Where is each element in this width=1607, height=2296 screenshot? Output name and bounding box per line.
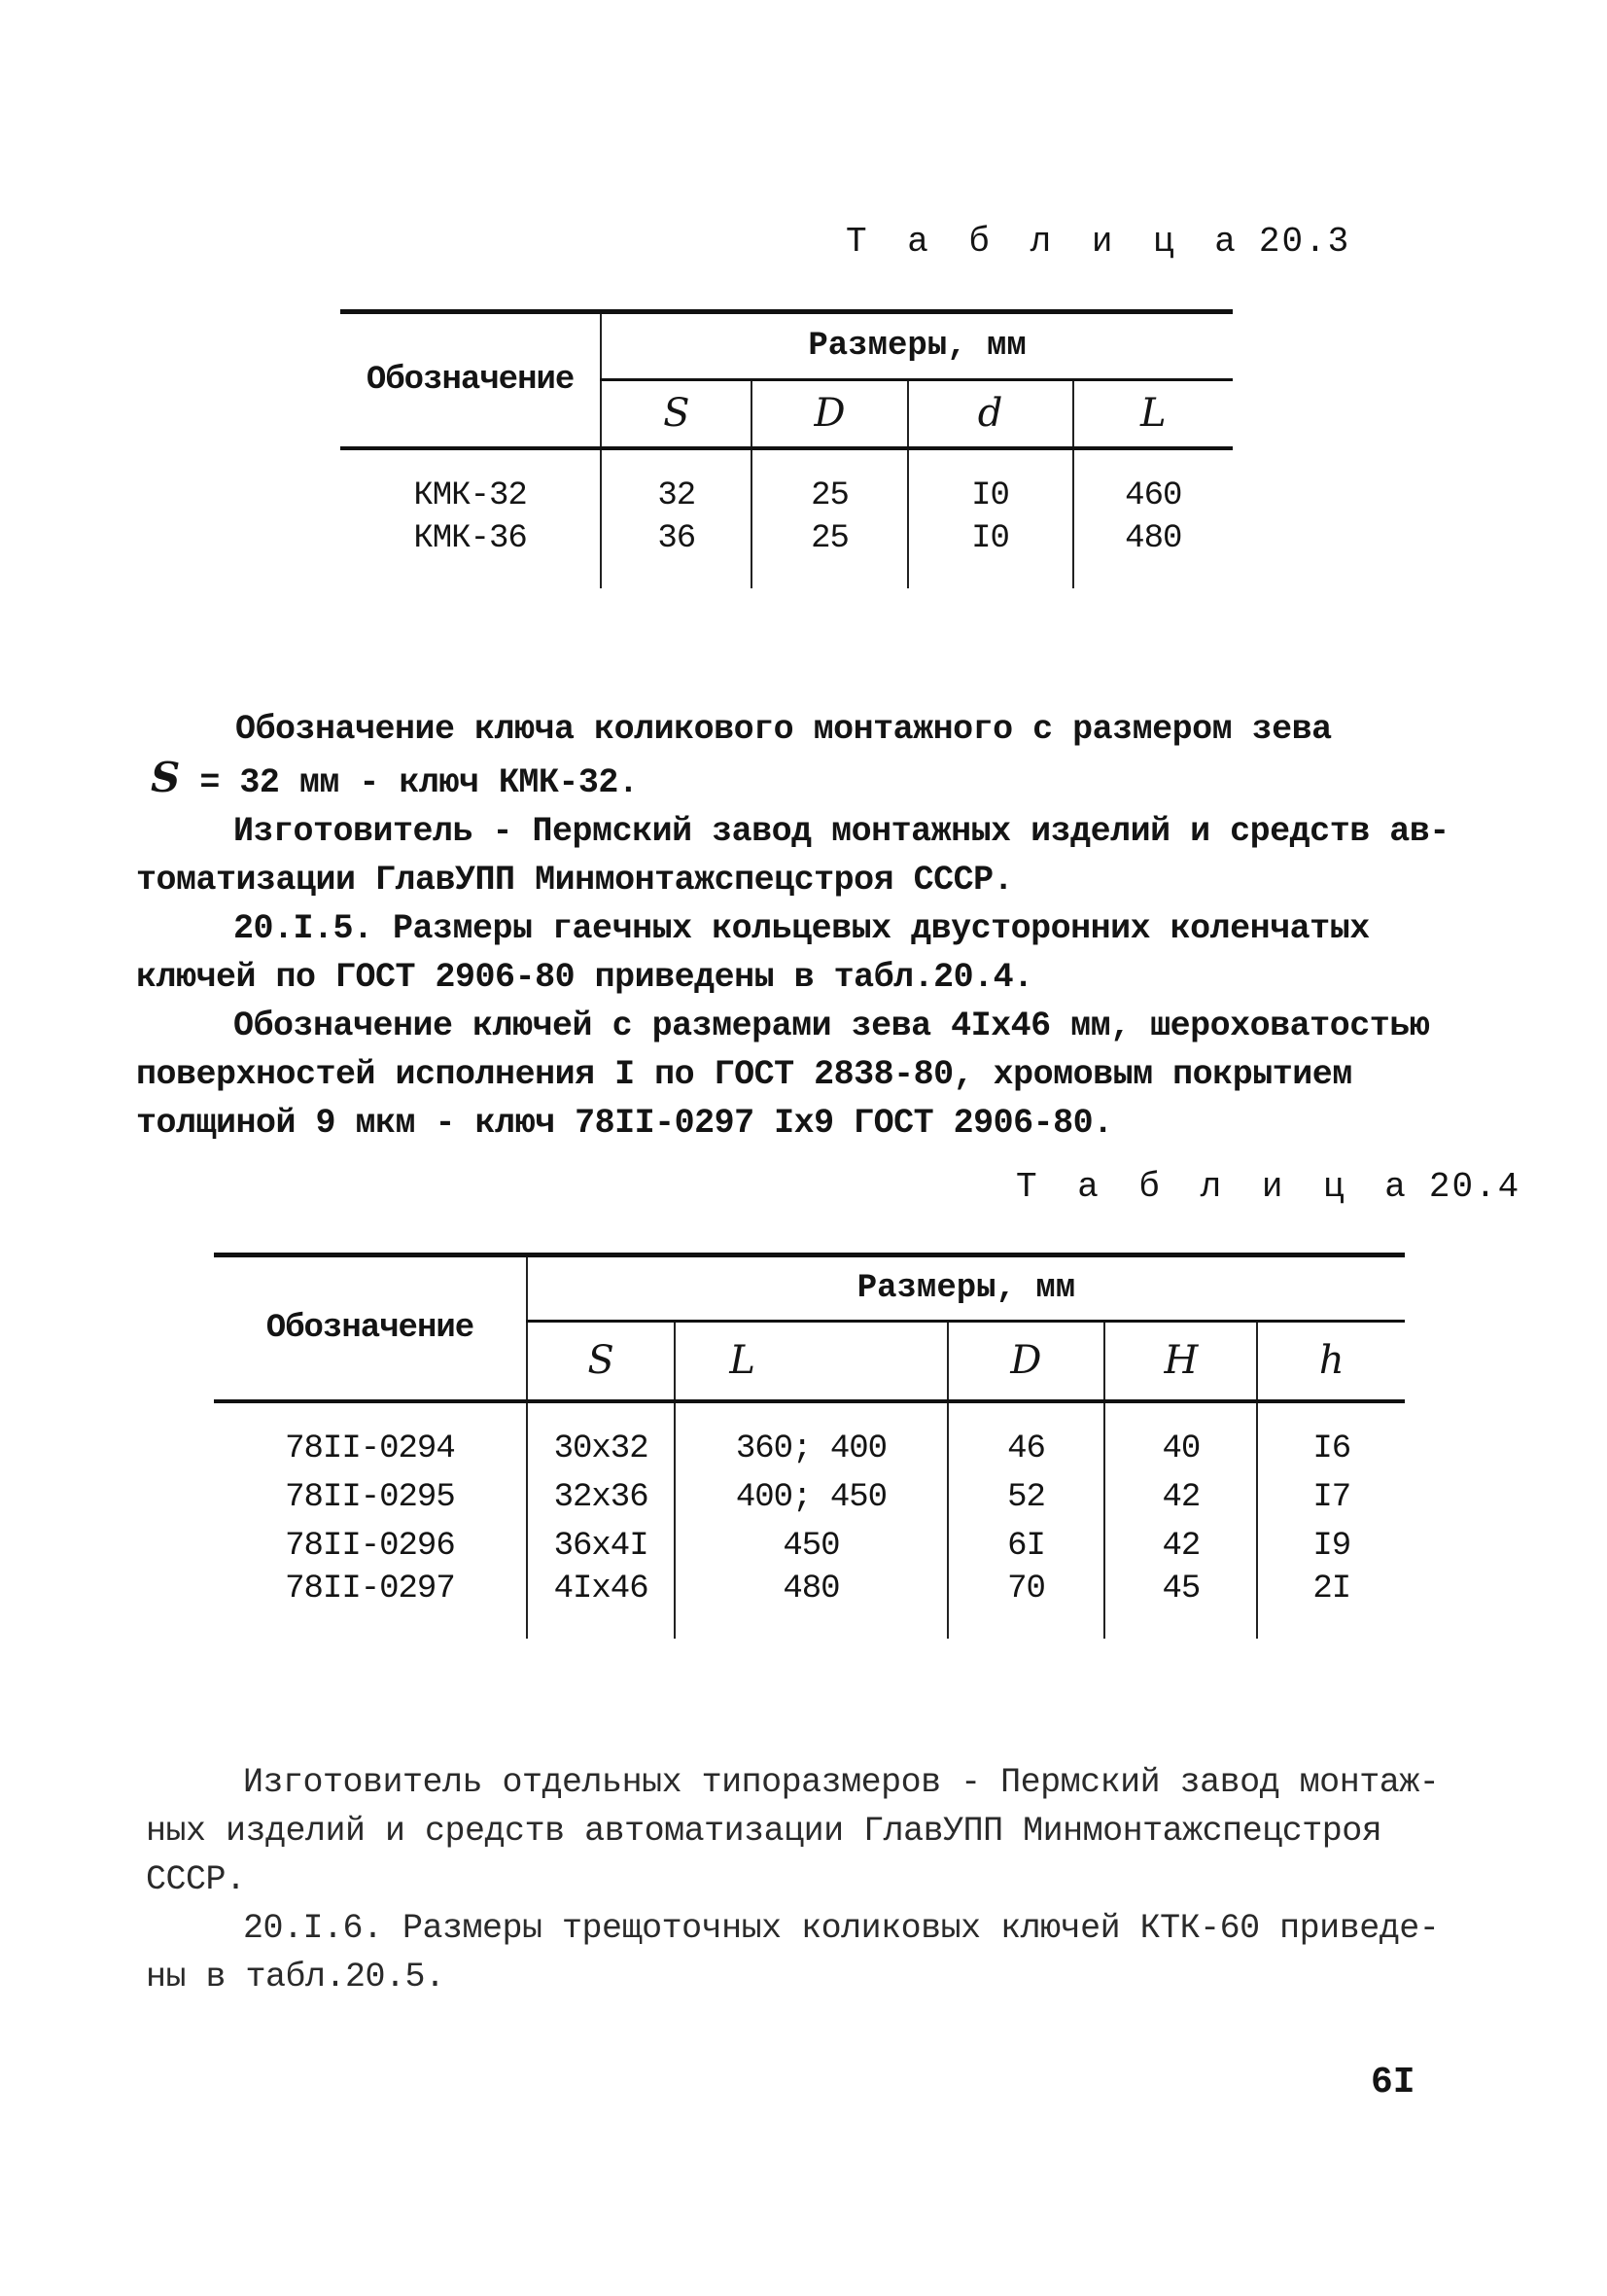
cell-designation: 78II-0295 (285, 1478, 455, 1516)
col-header-designation: Обозначение (340, 312, 601, 448)
cell-h-lower: I9 (1257, 1522, 1405, 1571)
text-line: Обозначение ключей с размерами зева 4Iх46 мм, шероховатостью (233, 1007, 1430, 1045)
text-block-2 (146, 1758, 1440, 2001)
cell-d-upper: 25 (751, 448, 907, 520)
cell-l: 460 (1073, 448, 1233, 520)
caption-word: Т а б л и ц а (846, 222, 1245, 262)
cell-s: 4Iх46 (527, 1571, 675, 1639)
symbol-d-lower: d (908, 380, 1073, 448)
text-line: ключей по ГОСТ 2906-80 приведены в табл.20.4. (136, 958, 1033, 997)
cell-designation: 78II-0294 (285, 1430, 455, 1467)
col-header-designation: Обозначение (214, 1255, 527, 1401)
cell-d-lower: I0 (908, 448, 1073, 520)
symbol-d: D (948, 1322, 1105, 1401)
cell-designation: 78II-0297 (285, 1570, 455, 1607)
cell-h-lower: 2I (1257, 1571, 1405, 1639)
symbol-l: L (675, 1322, 947, 1401)
cell-h-upper: 42 (1104, 1473, 1257, 1522)
text-line: ных изделий и средств автоматизации ГлавУПП Минмонтажспецстроя (146, 1812, 1382, 1851)
symbol-d-upper: D (751, 380, 907, 448)
cell-d: 46 (948, 1401, 1105, 1473)
cell-h-lower: I7 (1257, 1473, 1405, 1522)
cell-s: 32х36 (527, 1473, 675, 1522)
page-number: 6I (1371, 2062, 1415, 2103)
text-line: ны в табл.20.5. (146, 1958, 445, 1996)
table-20-4-caption (1016, 1167, 1520, 1207)
symbol-l: L (1073, 380, 1233, 448)
cell-d-upper: 25 (751, 520, 907, 588)
cell-l: 400; 450 (675, 1473, 947, 1522)
cell-s: 30х32 (527, 1401, 675, 1473)
symbol-h-lower: h (1257, 1322, 1405, 1401)
cell-h-upper: 40 (1104, 1401, 1257, 1473)
cell-l: 450 (675, 1522, 947, 1571)
cell-h-upper: 45 (1104, 1571, 1257, 1639)
cell-d: 52 (948, 1473, 1105, 1522)
table-row (214, 1571, 1405, 1639)
cell-designation: КМК-32 (413, 477, 527, 514)
text-line: 20.I.6. Размеры трещоточных коликовых ключей КТК-60 приведе- (243, 1909, 1440, 1948)
text-line: толщиной 9 мкм - ключ 78II-0297 Iх9 ГОСТ 2906-80. (136, 1104, 1113, 1143)
cell-s: 36 (601, 520, 751, 588)
symbol-s: S (527, 1322, 675, 1401)
table-20-3-caption (846, 222, 1350, 262)
text-line: СССР. (146, 1860, 246, 1899)
symbol-s: S (151, 754, 180, 801)
table-20-4 (214, 1253, 1405, 1639)
text-line: Изготовитель - Пермский завод монтажных изделий и средств ав- (233, 812, 1450, 851)
text-line: поверхностей исполнения I по ГОСТ 2838-80, хромовым покрытием (136, 1055, 1352, 1094)
cell-l: 480 (1073, 520, 1233, 588)
table-20-3 (340, 309, 1233, 588)
text-line: томатизации ГлавУПП Минмонтажспецстроя СССР. (136, 861, 1014, 900)
group-header-dimensions: Размеры, мм (601, 312, 1233, 380)
cell-designation: КМК-36 (413, 519, 527, 557)
group-header-dimensions: Размеры, мм (527, 1255, 1405, 1322)
text-line: S = 32 мм - ключ КМК-32. (151, 754, 639, 802)
text-line: 20.I.5. Размеры гаечных кольцевых двусторонних коленчатых (233, 909, 1370, 948)
text-block-1 (136, 705, 1450, 1148)
table-row (214, 1522, 1405, 1571)
cell-d-lower: I0 (908, 520, 1073, 588)
table-row (340, 448, 1233, 520)
symbol-s: S (601, 380, 751, 448)
table-row (340, 520, 1233, 588)
caption-word: Т а б л и ц а (1016, 1167, 1415, 1207)
cell-s: 36х4I (527, 1522, 675, 1571)
table-row (214, 1401, 1405, 1473)
cell-designation: 78II-0296 (285, 1527, 455, 1565)
text-line: Обозначение ключа коликового монтажного с размером зева (235, 710, 1332, 749)
cell-h-lower: I6 (1257, 1401, 1405, 1473)
table-row (214, 1473, 1405, 1522)
caption-number: 20.3 (1258, 222, 1351, 262)
symbol-h-upper: H (1104, 1322, 1257, 1401)
text-line: Изготовитель отдельных типоразмеров - Пермский завод монтаж- (243, 1763, 1440, 1802)
cell-d: 70 (948, 1571, 1105, 1639)
caption-number: 20.4 (1428, 1167, 1521, 1207)
cell-h-upper: 42 (1104, 1522, 1257, 1571)
cell-d: 6I (948, 1522, 1105, 1571)
cell-l: 360; 400 (675, 1401, 947, 1473)
cell-l: 480 (675, 1571, 947, 1639)
cell-s: 32 (601, 448, 751, 520)
